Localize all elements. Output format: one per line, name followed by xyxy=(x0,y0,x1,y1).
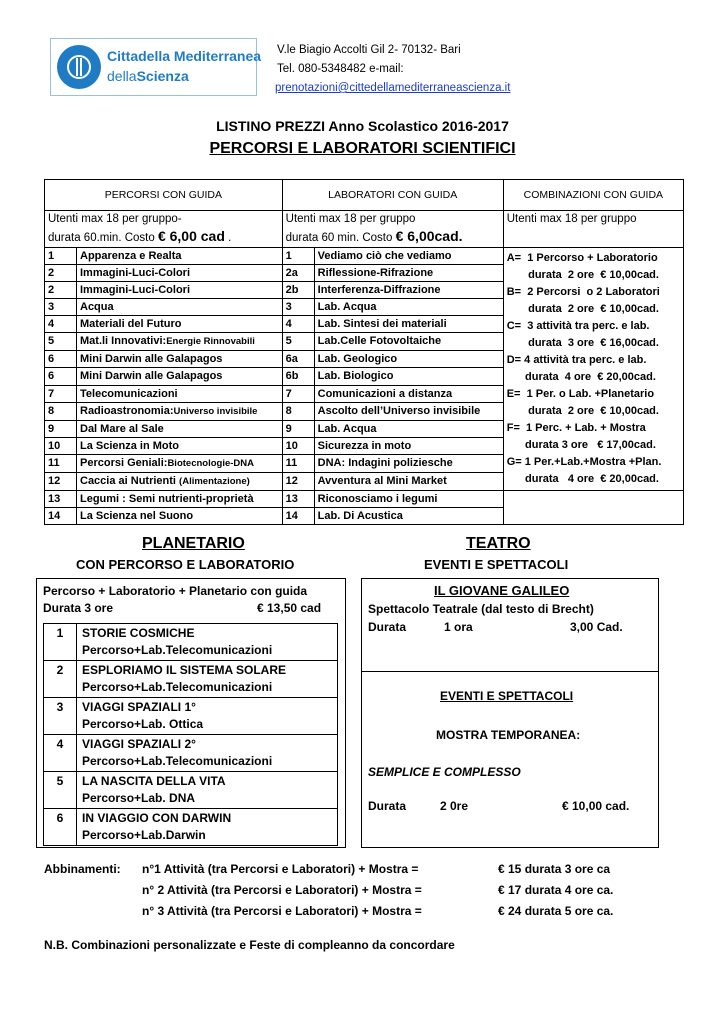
percorso-number: 5 xyxy=(45,333,77,351)
percorso-number: 11 xyxy=(45,454,77,472)
planetario-item xyxy=(44,661,338,698)
lab-name: Lab. Di Acustica xyxy=(314,508,503,525)
abbinamento-price: € 17 durata 4 ore ca. xyxy=(498,883,614,897)
combinazione-line: C= 3 attività tra perc. e lab. xyxy=(506,320,650,332)
lab-info: Utenti max 18 per gruppo durata 60 min. Costo € 6,00cad. xyxy=(282,211,503,248)
nb-note: N.B. Combinazioni personalizzate e Feste di compleanno da concordare xyxy=(44,938,455,952)
mostra-duration-label: Durata xyxy=(368,799,407,813)
lab-name: Interferenza-Diffrazione xyxy=(314,282,503,299)
planetario-item xyxy=(44,772,338,809)
col-header-combinazioni: COMBINAZIONI CON GUIDA xyxy=(503,180,683,211)
events-title: EVENTI E SPETTACOLI xyxy=(440,689,574,703)
phone: Tel. 080-5348482 e-mail: xyxy=(277,63,404,75)
percorso-number: 8 xyxy=(45,402,77,420)
combinazione-line: durata 4 ore € 20,00cad. xyxy=(506,371,656,383)
percorso-number: 4 xyxy=(45,316,77,333)
lab-name: Ascolto dell’Universo invisibile xyxy=(314,402,503,420)
planetario-item-number: 6 xyxy=(44,809,77,846)
combinazione-line: durata 2 ore € 10,00cad. xyxy=(506,303,659,315)
percorso-name: Radioastronomia:Universo invisibile xyxy=(77,402,283,420)
percorso-name: Mini Darwin alle Galapagos xyxy=(77,351,283,368)
lab-number: 3 xyxy=(282,299,314,316)
planetario-title: PLANETARIO xyxy=(142,535,245,552)
abbinamento-price: € 24 durata 5 ore ca. xyxy=(498,904,614,918)
table-row xyxy=(45,248,684,265)
combinazione-line: A= 1 Percorso + Laboratorio xyxy=(506,252,658,264)
percorso-number: 6 xyxy=(45,351,77,368)
percorso-number: 14 xyxy=(45,508,77,525)
lab-number: 6b xyxy=(282,368,314,385)
document-title: LISTINO PREZZI Anno Scolastico 2016-2017 xyxy=(216,118,509,134)
lab-number: 2a xyxy=(282,265,314,282)
mostra-duration: 2 0re xyxy=(440,799,469,813)
empty-cell xyxy=(503,491,683,525)
percorso-number: 1 xyxy=(45,248,77,265)
teatro-box xyxy=(361,578,659,848)
planetario-intro: Percorso + Laboratorio + Planetario con guida Durata 3 ore € 13,50 cad xyxy=(43,584,322,615)
combinazione-line: E= 1 Per. o Lab. +Planetario xyxy=(506,388,655,400)
table-row xyxy=(45,491,684,508)
lab-number: 5 xyxy=(282,333,314,351)
percorso-name: Acqua xyxy=(77,299,283,316)
planetario-item-text: STORIE COSMICHE Percorso+Lab.Telecomunicazioni xyxy=(77,624,338,661)
lab-name: DNA: Indagini poliziesche xyxy=(314,454,503,472)
teatro-title: TEATRO xyxy=(466,535,531,552)
planetario-item xyxy=(44,624,338,661)
percorso-name: Immagini-Luci-Colori xyxy=(77,282,283,299)
planetario-item-number: 4 xyxy=(44,735,77,772)
planetario-item-text: VIAGGI SPAZIALI 1° Percorso+Lab. Ottica xyxy=(77,698,338,735)
abbinamento-line: n° 2 Attività (tra Percorsi e Laboratori) + Mostra = xyxy=(142,883,422,897)
lab-name: Riconosciamo i legumi xyxy=(314,491,503,508)
combinazione-line: D= 4 attività tra perc. e lab. xyxy=(506,354,647,366)
lab-number: 8 xyxy=(282,402,314,420)
planetario-list xyxy=(43,623,338,846)
percorso-name: Apparenza e Realta xyxy=(77,248,283,265)
percorso-name: Percorsi Geniali:Biotecnologie-DNA xyxy=(77,454,283,472)
show-duration-label: Durata xyxy=(368,620,407,634)
combinazione-line: durata 2 ore € 10,00cad. xyxy=(506,405,659,417)
abbinamento-line: n° 3 Attività (tra Percorsi e Laboratori) + Mostra = xyxy=(142,904,422,918)
lab-name: Sicurezza in moto xyxy=(314,437,503,454)
combinazione-line: durata 4 ore € 20,00cad. xyxy=(506,473,659,485)
planetario-subtitle: CON PERCORSO E LABORATORIO xyxy=(76,557,295,572)
lab-number: 11 xyxy=(282,454,314,472)
percorsi-info: Utenti max 18 per gruppo- durata 60.min. Costo € 6,00 cad . xyxy=(45,211,283,248)
lab-name: Lab. Acqua xyxy=(314,299,503,316)
mostra-label: MOSTRA TEMPORANEA: xyxy=(436,728,581,742)
teatro-subtitle: EVENTI E SPETTACOLI xyxy=(424,557,569,572)
percorso-name: Telecomunicazioni xyxy=(77,385,283,402)
lab-number: 4 xyxy=(282,316,314,333)
combinazione-line: durata 3 ore € 16,00cad. xyxy=(506,337,659,349)
lab-number: 13 xyxy=(282,491,314,508)
lab-number: 2b xyxy=(282,282,314,299)
percorso-number: 7 xyxy=(45,385,77,402)
comb-info: Utenti max 18 per gruppo xyxy=(503,211,683,248)
lab-name: Comunicazioni a distanza xyxy=(314,385,503,402)
percorso-number: 13 xyxy=(45,491,77,508)
planetario-item-text: VIAGGI SPAZIALI 2° Percorso+Lab.Telecomunicazioni xyxy=(77,735,338,772)
lab-number: 1 xyxy=(282,248,314,265)
percorso-number: 9 xyxy=(45,420,77,437)
show-duration: 1 ora xyxy=(444,620,473,634)
lab-name: Avventura al Mini Market xyxy=(314,472,503,490)
percorso-name: La Scienza nel Suono xyxy=(77,508,283,525)
logo xyxy=(50,38,262,96)
combinazione-line: B= 2 Percorsi o 2 Laboratori xyxy=(506,286,660,298)
planetario-item-number: 1 xyxy=(44,624,77,661)
show-price: 3,00 Cad. xyxy=(570,620,623,634)
show-description: Spettacolo Teatrale (dal testo di Brecht) xyxy=(368,602,594,616)
combinazione-line: durata 3 ore € 17,00cad. xyxy=(506,439,656,451)
planetario-item xyxy=(44,698,338,735)
percorso-name: Immagini-Luci-Colori xyxy=(77,265,283,282)
percorso-name: La Scienza in Moto xyxy=(77,437,283,454)
planetario-item xyxy=(44,809,338,846)
lab-number: 10 xyxy=(282,437,314,454)
planetario-item-number: 5 xyxy=(44,772,77,809)
percorso-name: Materiali del Futuro xyxy=(77,316,283,333)
abbinamento-line: n°1 Attività (tra Percorsi e Laboratori) + Mostra = xyxy=(142,862,419,876)
logo-line1: Cittadella Mediterranea xyxy=(107,48,262,64)
col-header-percorsi: PERCORSI CON GUIDA xyxy=(45,180,283,211)
lab-name: Vediamo ciò che vediamo xyxy=(314,248,503,265)
percorso-name: Mat.li Innovativi:Energie Rinnovabili xyxy=(77,333,283,351)
percorso-number: 12 xyxy=(45,472,77,490)
percorso-number: 6 xyxy=(45,368,77,385)
divider xyxy=(362,671,658,672)
mostra-name: SEMPLICE E COMPLESSO xyxy=(368,765,521,779)
planetario-item-number: 2 xyxy=(44,661,77,698)
percorso-name: Mini Darwin alle Galapagos xyxy=(77,368,283,385)
price-table xyxy=(44,179,684,525)
percorso-number: 2 xyxy=(45,265,77,282)
percorso-number: 10 xyxy=(45,437,77,454)
combinazione-line: F= 1 Perc. + Lab. + Mostra xyxy=(506,422,646,434)
percorso-name: Legumi : Semi nutrienti-proprietà xyxy=(77,491,283,508)
planetario-item-text: LA NASCITA DELLA VITA Percorso+Lab. DNA xyxy=(77,772,338,809)
lab-name: Lab. Sintesi dei materiali xyxy=(314,316,503,333)
document-subtitle: PERCORSI E LABORATORI SCIENTIFICI xyxy=(209,140,516,157)
planetario-box xyxy=(36,578,346,848)
lab-number: 14 xyxy=(282,508,314,525)
col-header-laboratori: LABORATORI CON GUIDA xyxy=(282,180,503,211)
planetario-item-text: IN VIAGGIO CON DARWIN Percorso+Lab.Darwin xyxy=(77,809,338,846)
percorso-number: 2 xyxy=(45,282,77,299)
logo-emblem-icon xyxy=(57,45,101,89)
lab-number: 12 xyxy=(282,472,314,490)
lab-name: Lab. Geologico xyxy=(314,351,503,368)
percorso-number: 3 xyxy=(45,299,77,316)
lab-name: Lab. Biologico xyxy=(314,368,503,385)
combinazione-line: G= 1 Per.+Lab.+Mostra +Plan. xyxy=(506,456,662,468)
email-link[interactable]: prenotazioni@cittedellamediterraneascienza.it xyxy=(275,82,511,94)
lab-name: Riflessione-Rifrazione xyxy=(314,265,503,282)
lab-name: Lab. Acqua xyxy=(314,420,503,437)
mostra-price: € 10,00 cad. xyxy=(562,799,630,813)
planetario-item-text: ESPLORIAMO IL SISTEMA SOLARE Percorso+Lab.Telecomunicazioni xyxy=(77,661,338,698)
address: V.le Biagio Accolti Gil 2- 70132- Bari xyxy=(277,44,461,56)
percorso-name: Caccia ai Nutrienti (Alimentazione) xyxy=(77,472,283,490)
percorso-name: Dal Mare al Sale xyxy=(77,420,283,437)
lab-name: Lab.Celle Fotovoltaiche xyxy=(314,333,503,351)
abbinamenti-label: Abbinamenti: xyxy=(44,862,121,876)
logo-line2: dellaScienza xyxy=(107,68,189,84)
planetario-item xyxy=(44,735,338,772)
lab-number: 7 xyxy=(282,385,314,402)
combinazione-line: durata 2 ore € 10,00cad. xyxy=(506,269,659,281)
lab-number: 9 xyxy=(282,420,314,437)
planetario-item-number: 3 xyxy=(44,698,77,735)
abbinamento-price: € 15 durata 3 ore ca xyxy=(498,862,611,876)
show-title: IL GIOVANE GALILEO xyxy=(434,583,570,598)
lab-number: 6a xyxy=(282,351,314,368)
combinazioni-list xyxy=(503,248,683,491)
